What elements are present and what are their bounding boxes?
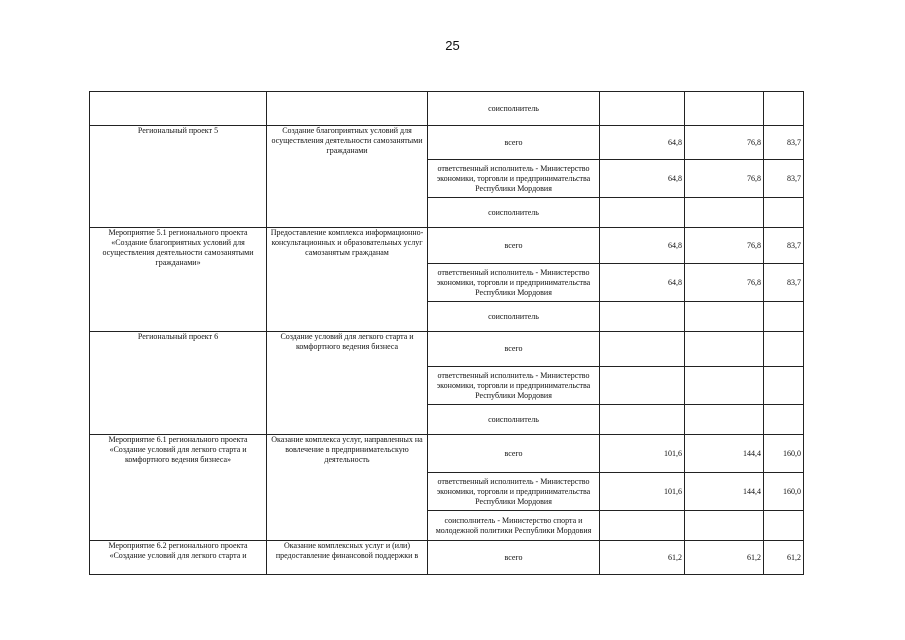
- value-year1-cell: [600, 302, 685, 332]
- value-year1-cell: [600, 332, 685, 367]
- value-year1-cell: 64,8: [600, 228, 685, 264]
- value-year2-cell: [685, 198, 764, 228]
- table-row: [90, 541, 804, 575]
- value-year1-cell: [600, 405, 685, 435]
- value-year2-cell: [685, 92, 764, 126]
- value-year1-cell: [600, 92, 685, 126]
- value-year1-cell: 64,8: [600, 264, 685, 302]
- funding-source-cell: соисполнитель - Министерство спорта и молодежной политики Республики Мордовия: [428, 511, 600, 541]
- funding-source-cell: всего: [428, 228, 600, 264]
- program-goal-cell: Создание условий для легкого старта и комфортного ведения бизнеса: [267, 332, 428, 435]
- table-row: [90, 126, 804, 160]
- program-name-cell: Региональный проект 6: [90, 332, 267, 435]
- program-goal-cell: Оказание комплексных услуг и (или) предоставление финансовой поддержки в: [267, 541, 428, 575]
- value-year2-cell: [685, 302, 764, 332]
- program-name-cell: Региональный проект 5: [90, 126, 267, 228]
- value-year3-cell: [764, 332, 804, 367]
- program-name-cell: [90, 92, 267, 126]
- table-row: [90, 92, 804, 126]
- table-row: [90, 332, 804, 367]
- value-year3-cell: [764, 92, 804, 126]
- page-number: 25: [445, 38, 460, 53]
- value-year3-cell: 160,0: [764, 435, 804, 473]
- value-year2-cell: [685, 405, 764, 435]
- funding-source-cell: всего: [428, 435, 600, 473]
- funding-source-cell: соисполнитель: [428, 302, 600, 332]
- value-year2-cell: 144,4: [685, 435, 764, 473]
- value-year1-cell: 64,8: [600, 126, 685, 160]
- value-year1-cell: [600, 198, 685, 228]
- value-year2-cell: 76,8: [685, 126, 764, 160]
- program-goal-cell: Оказание комплекса услуг, направленных на вовлечение в предпринимательскую деятельность: [267, 435, 428, 541]
- value-year2-cell: [685, 511, 764, 541]
- value-year3-cell: [764, 198, 804, 228]
- program-goal-cell: Предоставление комплекса информационно-консультационных и образовательных услуг самозанятым гражданам: [267, 228, 428, 332]
- program-goal-cell: Создание благоприятных условий для осуществления деятельности самозанятыми гражданами: [267, 126, 428, 228]
- value-year1-cell: [600, 511, 685, 541]
- value-year3-cell: 83,7: [764, 126, 804, 160]
- value-year3-cell: 61,2: [764, 541, 804, 575]
- funding-source-cell: всего: [428, 332, 600, 367]
- value-year3-cell: [764, 405, 804, 435]
- value-year3-cell: 160,0: [764, 473, 804, 511]
- budget-table: [89, 91, 804, 575]
- value-year2-cell: [685, 367, 764, 405]
- table-row: [90, 228, 804, 264]
- funding-source-cell: всего: [428, 126, 600, 160]
- funding-source-cell: ответственный исполнитель - Министерство экономики, торговли и предпринимательства Республики Мордовия: [428, 473, 600, 511]
- value-year1-cell: [600, 367, 685, 405]
- value-year2-cell: 76,8: [685, 264, 764, 302]
- funding-source-cell: соисполнитель: [428, 198, 600, 228]
- funding-source-cell: ответственный исполнитель - Министерство экономики, торговли и предпринимательства Республики Мордовия: [428, 367, 600, 405]
- table-row: [90, 435, 804, 473]
- value-year3-cell: 83,7: [764, 228, 804, 264]
- value-year3-cell: [764, 511, 804, 541]
- funding-source-cell: ответственный исполнитель - Министерство экономики, торговли и предпринимательства Республики Мордовия: [428, 160, 600, 198]
- program-name-cell: Мероприятие 6.2 регионального проекта «Создание условий для легкого старта и: [90, 541, 267, 575]
- funding-source-cell: соисполнитель: [428, 405, 600, 435]
- funding-source-cell: ответственный исполнитель - Министерство экономики, торговли и предпринимательства Республики Мордовия: [428, 264, 600, 302]
- value-year2-cell: 144,4: [685, 473, 764, 511]
- funding-source-cell: всего: [428, 541, 600, 575]
- funding-source-cell: соисполнитель: [428, 92, 600, 126]
- value-year1-cell: 101,6: [600, 435, 685, 473]
- value-year2-cell: 61,2: [685, 541, 764, 575]
- value-year1-cell: 64,8: [600, 160, 685, 198]
- value-year3-cell: [764, 302, 804, 332]
- value-year1-cell: 101,6: [600, 473, 685, 511]
- value-year2-cell: 76,8: [685, 160, 764, 198]
- value-year2-cell: [685, 332, 764, 367]
- value-year3-cell: [764, 367, 804, 405]
- value-year3-cell: 83,7: [764, 160, 804, 198]
- value-year3-cell: 83,7: [764, 264, 804, 302]
- program-goal-cell: [267, 92, 428, 126]
- program-name-cell: Мероприятие 5.1 регионального проекта «Создание благоприятных условий для осуществления деятельности самозанятыми гражданами»: [90, 228, 267, 332]
- program-name-cell: Мероприятие 6.1 регионального проекта «Создание условий для легкого старта и комфортного ведения бизнеса»: [90, 435, 267, 541]
- value-year2-cell: 76,8: [685, 228, 764, 264]
- value-year1-cell: 61,2: [600, 541, 685, 575]
